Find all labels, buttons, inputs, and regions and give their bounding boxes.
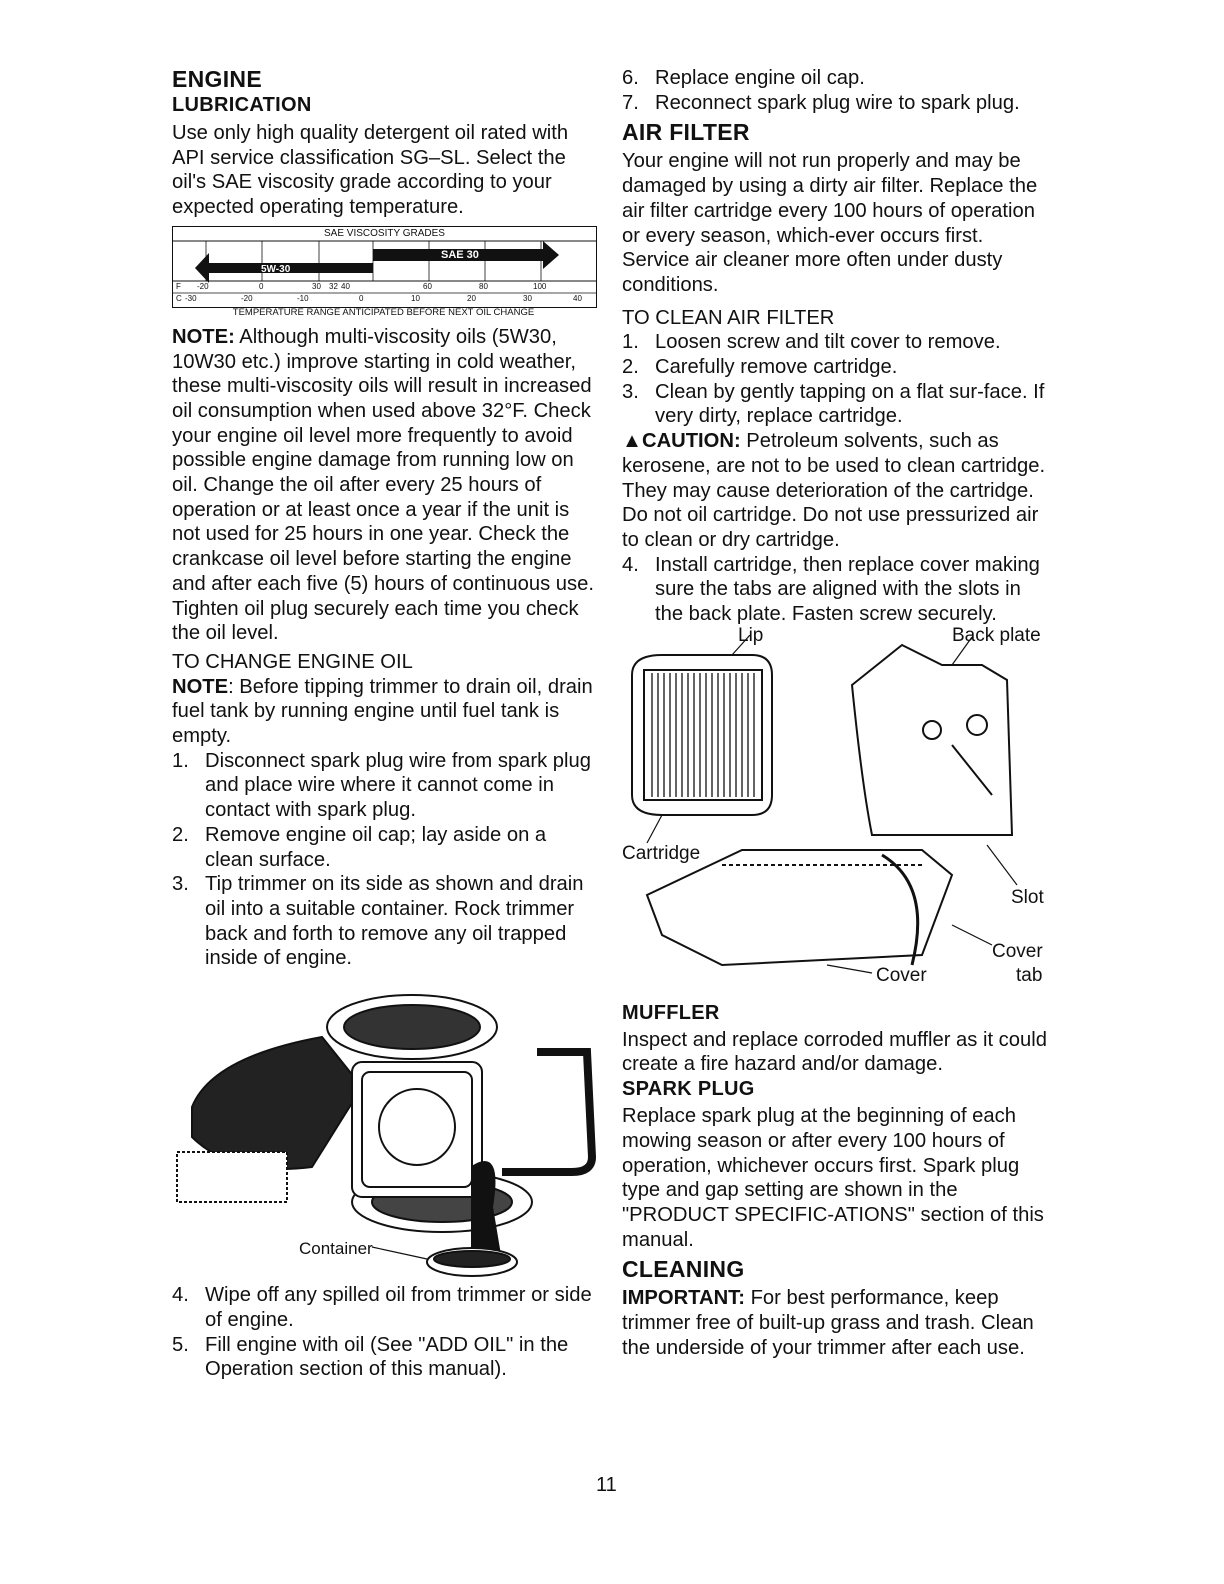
- list-item: 7. Reconnect spark plug wire to spark plug.: [622, 91, 1020, 114]
- chart-footer-row: [172, 307, 597, 319]
- cover-tab-label-2: tab: [1016, 964, 1043, 986]
- f-tick: 32: [329, 281, 338, 291]
- f-tick: 0: [259, 281, 264, 291]
- c-tick: -20: [241, 293, 253, 303]
- f-tick: 100: [533, 281, 547, 291]
- container-caption: Container: [299, 1239, 373, 1259]
- list-item: 2. Carefully remove cartridge.: [622, 356, 898, 379]
- air-filter-text: Your engine will not run properly and may be damaged by using a dirty air filter. Replace the air filter cartridge every 100 hours of operation or every season, which-ever occurs first. Service air cleaner more often under dusty conditions.: [622, 150, 1038, 296]
- muffler-text: Inspect and replace corroded muffler as it could create a fire hazard and/or damage.: [622, 1028, 1047, 1076]
- change-oil-heading: TO CHANGE ENGINE OIL: [172, 650, 413, 673]
- caution-text: Petroleum solvents, such as kerosene, are not to be used to clean cartridge. They may cause deterioration of the cartridge. Do not oil cartridge. Do not use pressurized air to clean or dry cartridge.: [622, 430, 1046, 551]
- viscosity-chart-graphic: [173, 227, 596, 307]
- f-scale-label: F: [176, 281, 181, 291]
- note2-label: NOTE: [172, 675, 229, 698]
- cleaning-heading: CLEANING: [622, 1256, 745, 1283]
- c-tick: 0: [359, 293, 364, 303]
- oil-drain-illustration: [172, 977, 597, 1283]
- chart-title: SAE VISCOSITY GRADES: [324, 227, 445, 239]
- list-item: 6. Replace engine oil cap.: [622, 67, 865, 89]
- clean-filter-steps: [622, 330, 1052, 429]
- note-paragraph: [172, 325, 597, 646]
- engine-heading: ENGINE: [172, 66, 262, 92]
- cover-tab-label-1: Cover: [992, 940, 1043, 962]
- warning-triangle-icon: ▲: [622, 430, 642, 453]
- f-tick: 60: [423, 281, 432, 291]
- sae-viscosity-chart: [172, 226, 597, 308]
- list-item: 1. Loosen screw and tilt cover to remove.: [622, 331, 1001, 354]
- lubrication-heading: LUBRICATION: [172, 94, 312, 116]
- caution-label: CAUTION:: [641, 430, 741, 453]
- list-item: 1. Disconnect spark plug wire from spark plug and place wire where it cannot come in contact with spark plug.: [172, 749, 591, 822]
- c-tick: 40: [573, 293, 582, 303]
- c-tick: 10: [411, 293, 420, 303]
- list-item: 2. Remove engine oil cap; lay aside on a clean surface.: [172, 823, 547, 871]
- c-scale-label: C: [176, 293, 182, 303]
- list-item: 4. Install cartridge, then replace cover making sure the tabs are aligned with the slots in the back plate. Fasten screw securely.: [622, 553, 1040, 626]
- c-tick: 30: [523, 293, 532, 303]
- spark-plug-heading: SPARK PLUG: [622, 1078, 755, 1101]
- air-filter-drawing: [622, 635, 1052, 1005]
- note2-text: : Before tipping trimmer to drain oil, drain fuel tank by running engine until fuel tank is empty.: [172, 675, 593, 748]
- air-filter-heading: AIR FILTER: [622, 119, 750, 146]
- cartridge-label: Cartridge: [622, 842, 701, 864]
- left-column: [172, 66, 597, 1382]
- change-oil-steps-continued: [172, 1283, 597, 1382]
- page-number: 11: [596, 1474, 617, 1496]
- c-tick: -10: [297, 293, 309, 303]
- f-tick: 40: [341, 281, 350, 291]
- cover-label: Cover: [876, 964, 927, 986]
- c-tick: 20: [467, 293, 476, 303]
- note-label: NOTE:: [172, 325, 235, 348]
- f-tick: -20: [197, 281, 209, 291]
- label-sae30: SAE 30: [441, 248, 479, 261]
- chart-footer: TEMPERATURE RANGE ANTICIPATED BEFORE NEXT OIL CHANGE: [232, 306, 535, 318]
- lip-label: Lip: [738, 624, 764, 646]
- note-text: Although multi-viscosity oils (5W30, 10W30 etc.) improve starting in cold weather, these multi-viscosity oils will result in increased oil consumption when used above 32°F. Check your engine oil level more frequently to avoid possible engine damage from running low on oil. Change the oil after every 25 hours of operation or at least once a year if the unit is not used for 25 hours in one year. Check the crankcase oil level before starting the engine and after each five (5) hours of continuous use. Tighten oil plug securely each time you check the oil level.: [172, 325, 594, 645]
- lubrication-text: Use only high quality detergent oil rated with API service classification SG–SL. Select the oil's SAE viscosity grade according to your expected operating temperature.: [172, 122, 569, 219]
- slot-label: Slot: [1011, 886, 1044, 908]
- clean-filter-steps-continued: [622, 553, 1052, 627]
- label-5w30: 5W-30: [261, 263, 291, 275]
- back-plate-label: Back plate: [952, 624, 1041, 646]
- f-tick: 80: [479, 281, 488, 291]
- muffler-heading: MUFFLER: [622, 1001, 720, 1024]
- change-oil-steps-final: [622, 66, 1052, 115]
- list-item: 5. Fill engine with oil (See "ADD OIL" in the Operation section of this manual).: [172, 1333, 569, 1381]
- list-item: 3. Tip trimmer on its side as shown and drain oil into a suitable container. Rock trimmer back and forth to remove any oil trapped inside of engine.: [172, 873, 584, 970]
- list-item: 4. Wipe off any spilled oil from trimmer or side of engine.: [172, 1284, 592, 1331]
- important-text: For best performance, keep trimmer free of built-up grass and trash. Clean the underside of your trimmer after each use.: [622, 1287, 1034, 1359]
- caution-paragraph: [622, 429, 1052, 553]
- trimmer-tipped-drawing: [172, 977, 597, 1283]
- f-tick: 30: [312, 281, 321, 291]
- air-filter-illustration: [622, 624, 1052, 1005]
- list-item: 3. Clean by gently tapping on a flat sur-face. If very dirty, replace cartridge.: [622, 380, 1045, 428]
- c-tick: -30: [185, 293, 197, 303]
- right-column: [622, 66, 1052, 1361]
- spark-plug-text: Replace spark plug at the beginning of each mowing season or after every 100 hours of operation, whichever occurs first. Spark plug type and gap setting are shown in the "PRODUCT SPECIFIC-ATIONS" section of this manual.: [622, 1105, 1044, 1251]
- clean-filter-heading: TO CLEAN AIR FILTER: [622, 306, 835, 329]
- important-label: IMPORTANT:: [622, 1287, 745, 1310]
- important-paragraph: [622, 1286, 1052, 1360]
- change-oil-steps: [172, 749, 597, 971]
- note2-paragraph: [172, 675, 597, 749]
